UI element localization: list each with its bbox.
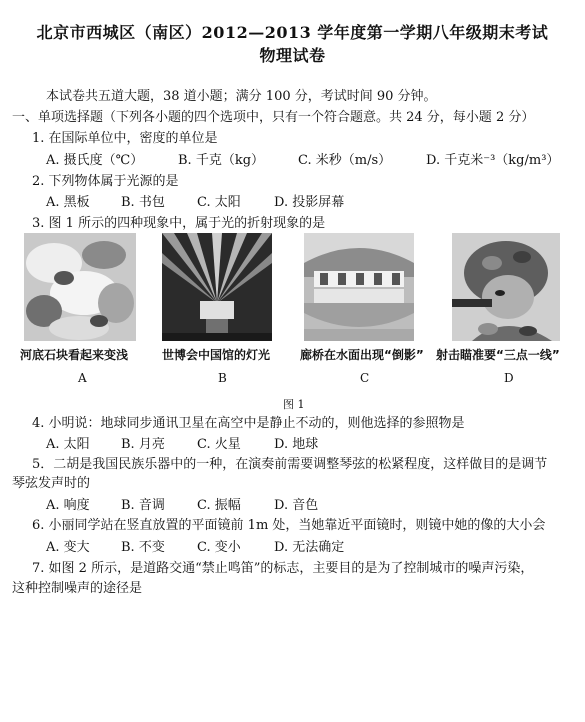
question-2-options: [46, 195, 344, 211]
question-1-options: [46, 153, 559, 169]
option-d: D. 千克米⁻³（kg/m³）: [426, 153, 560, 168]
option-a: A. 黑板: [46, 195, 90, 210]
question-3-stem: 3. 图 1 所示的四种现象中，属于光的折射现象的是: [32, 216, 326, 231]
question-5-stem-line1: 5．二胡是我国民族乐器中的一种，在演奏前需要调整琴弦的松紧程度，这样做目的是调节: [32, 457, 548, 472]
question-5-options: [46, 498, 318, 514]
question-6-stem: 6. 小丽同学站在竖直放置的平面镜前 1m 处，当她靠近平面镜时，则镜中她的像的大小会: [32, 518, 546, 533]
question-6-options: [46, 540, 344, 556]
riverbed-stones-image: [24, 233, 136, 341]
option-a: A. 太阳: [46, 437, 90, 452]
option-c: C. 火星: [197, 437, 241, 452]
figure-c-letter: C: [360, 371, 370, 385]
option-d: D. 音色: [274, 498, 319, 513]
expo-pavilion-lights-image: [162, 233, 272, 341]
option-b: B. 书包: [121, 195, 165, 210]
option-d: D. 无法确定: [274, 540, 345, 555]
figure-b-letter: B: [218, 371, 227, 385]
figure-b-caption: 世博会中国馆的灯光: [162, 348, 271, 362]
option-d: D. 地球: [274, 437, 319, 452]
question-4-stem: 4. 小明说：地球同步通讯卫星在高空中是静止不动的，则他选择的参照物是: [32, 416, 465, 431]
option-b: B. 不变: [121, 540, 165, 555]
exam-title-line1: 北京市西城区（南区）2012—2013 学年度第一学期八年级期末考试: [36, 23, 549, 42]
figure-1: [18, 233, 573, 393]
exam-title-line2: 物理试卷: [259, 46, 326, 65]
question-4-options: [46, 437, 318, 453]
exam-intro: 本试卷共五道大题，38 道小题；满分 100 分，考试时间 90 分钟。: [46, 89, 437, 104]
figure-a-caption: 河底石块看起来变浅: [20, 348, 129, 362]
question-2-stem: 2. 下列物体属于光源的是: [32, 174, 179, 189]
question-1-stem: 1. 在国际单位中，密度的单位是: [32, 131, 218, 146]
option-a: A. 摄氏度（℃）: [46, 153, 144, 168]
figure-1-label: 图 1: [283, 398, 305, 411]
figure-d-caption: 射击瞄准要“三点一线”: [436, 348, 560, 362]
option-c: C. 振幅: [197, 498, 241, 513]
option-d: D. 投影屏幕: [274, 195, 345, 210]
option-c: C. 变小: [197, 540, 241, 555]
question-5-stem-line2: 琴弦发声时的: [12, 476, 91, 491]
option-b: B. 千克（kg）: [178, 153, 265, 168]
option-a: A. 响度: [46, 498, 90, 513]
option-a: A. 变大: [46, 540, 90, 555]
option-c: C. 太阳: [197, 195, 241, 210]
option-b: B. 音调: [121, 498, 165, 513]
section-heading: 一、单项选择题（下列各小题的四个选项中，只有一个符合题意。共 24 分，每小题 2 分）: [12, 110, 535, 125]
corridor-bridge-reflection-image: [304, 233, 414, 341]
option-c: C. 米秒（m/s）: [298, 153, 392, 168]
figure-a-letter: A: [78, 371, 87, 385]
question-7-stem-line1: 7. 如图 2 所示，是道路交通“禁止鸣笛”的标志，主要目的是为了控制城市的噪声污染，: [32, 561, 534, 576]
figure-d-letter: D: [504, 371, 514, 385]
figure-c-caption: 廊桥在水面出现“倒影”: [300, 348, 424, 362]
question-7-stem-line2: 这种控制噪声的途径是: [12, 581, 143, 596]
option-b: B. 月亮: [121, 437, 165, 452]
soldier-aiming-image: [452, 233, 560, 341]
